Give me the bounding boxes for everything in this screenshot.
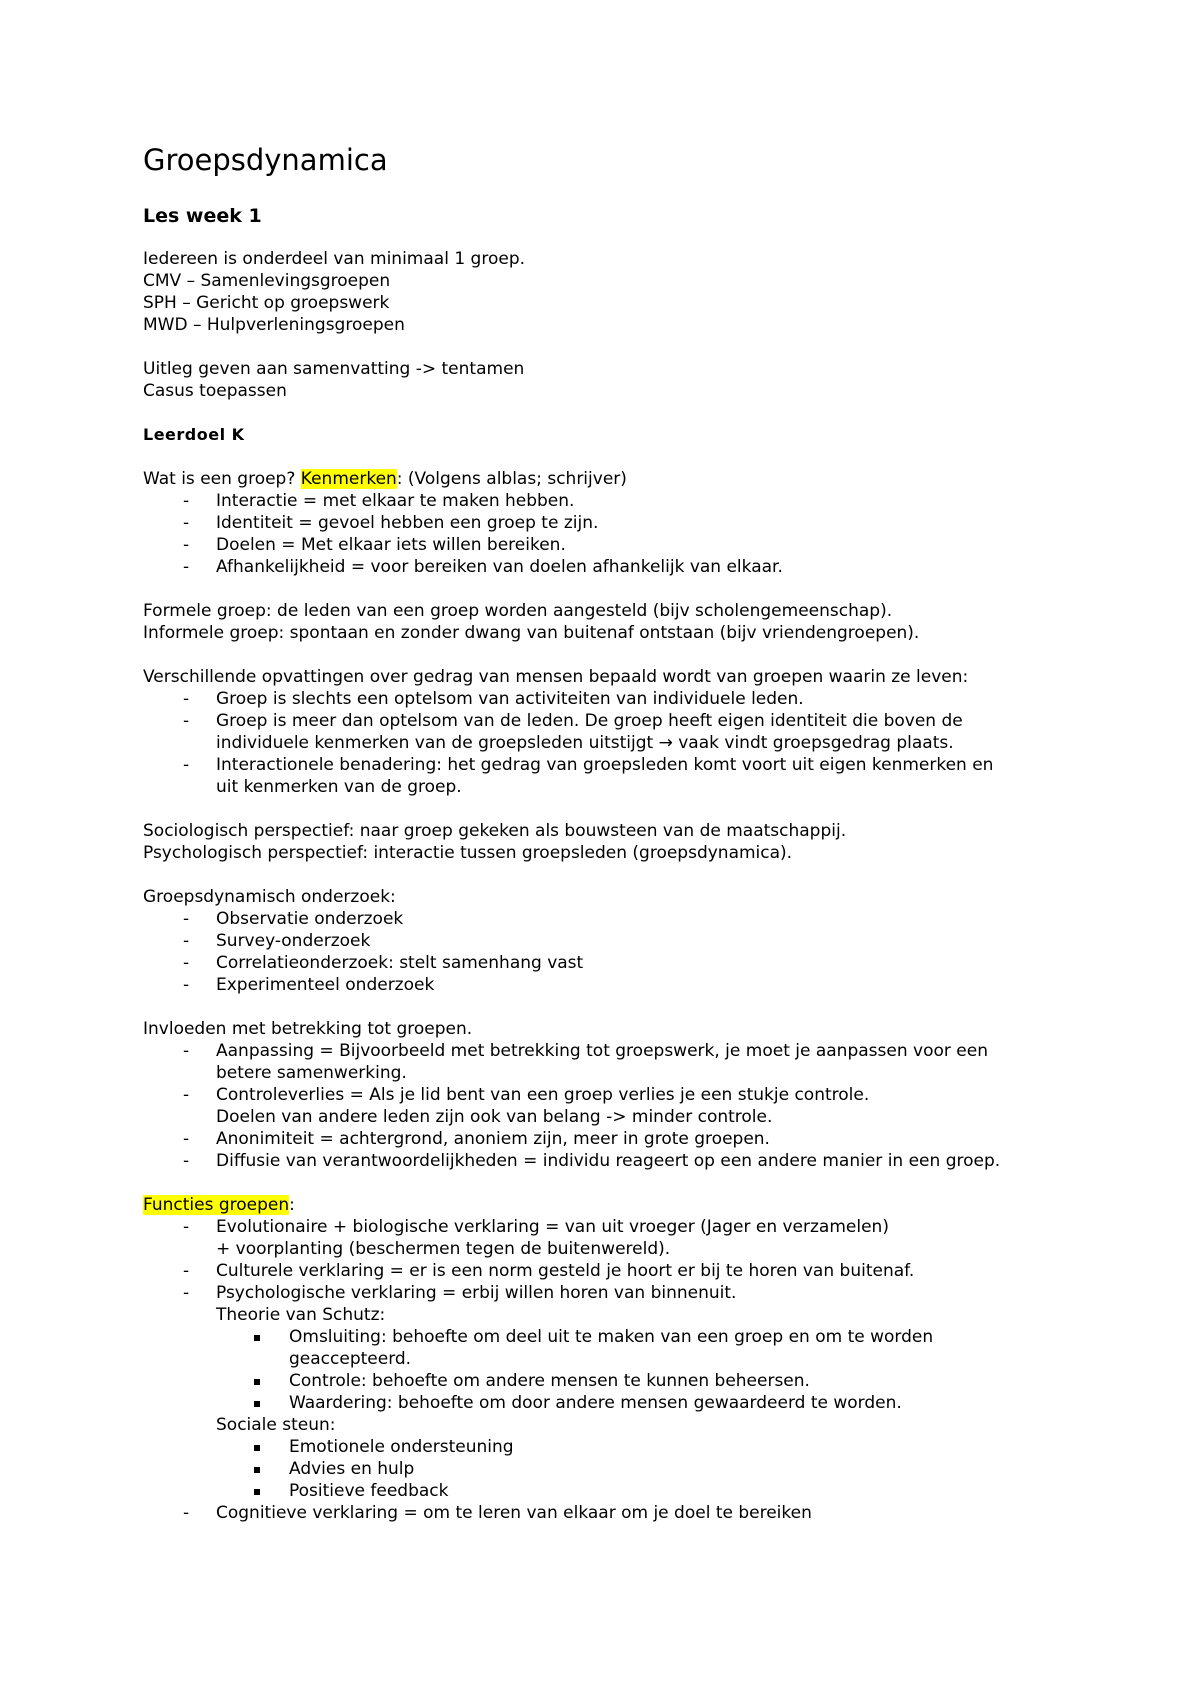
list-item-text: + voorplanting (beschermen tegen de buitenwereld). (216, 1239, 671, 1259)
kenmerken-highlight: Kenmerken (300, 469, 397, 489)
formeel-line: Formele groep: de leden van een groep worden aangesteld (bijv scholengemeenschap). (143, 601, 893, 621)
list-item (143, 1282, 1083, 1502)
list-item: - Doelen = Met elkaar iets willen bereiken. (143, 534, 1083, 556)
bullet-item (143, 1458, 1083, 1480)
onderzoek-list (143, 908, 1083, 996)
schutz-label: Theorie van Schutz: (216, 1305, 386, 1325)
list-item-text: - Evolutionaire + biologische verklaring = van uit vroeger (Jager en verzamelen) (216, 1217, 889, 1237)
perspectief-line: Sociologisch perspectief: naar groep gekeken als bouwsteen van de maatschappij. (143, 821, 847, 841)
bullet-text: Omsluiting: behoefte om deel uit te maken van een groep en om te worden (289, 1327, 934, 1347)
list-item (143, 1084, 1083, 1128)
list-item: - Identiteit = gevoel hebben een groep te zijn. (143, 512, 1083, 534)
bullet-item (143, 1480, 1083, 1502)
list-item-text: - Controleverlies = Als je lid bent van een groep verlies je een stukje controle. (216, 1085, 870, 1105)
list-item (143, 710, 1083, 754)
bullet-item (143, 1392, 1083, 1414)
bullet-text: geaccepteerd. (289, 1349, 412, 1369)
list-item-text: - Groep is slechts een optelsom van activiteiten van individuele leden. (216, 689, 804, 709)
list-item-text: - Groep is meer dan optelsom van de leden. De groep heeft eigen identiteit die boven de (216, 711, 963, 731)
groep-question (143, 468, 1083, 490)
bullet-text: Advies en hulp (289, 1459, 415, 1479)
functies-highlight: Functies groepen (143, 1195, 290, 1215)
list-item (143, 1150, 1083, 1172)
groep-question-suffix: : (Volgens alblas; schrijver) (396, 469, 627, 489)
formeel-line: Informele groep: spontaan en zonder dwang van buitenaf ontstaan (bijv vriendengroepen). (143, 623, 920, 643)
bullet-item (143, 1370, 1083, 1392)
document-title: Groepsdynamica (143, 143, 388, 177)
list-item (143, 754, 1083, 798)
list-item-text: individuele kenmerken van de groepsleden uitstijgt → vaak vindt groepsgedrag plaats. (216, 733, 954, 753)
document-body (143, 140, 1083, 1524)
steun-label: Sociale steun: (216, 1415, 336, 1435)
bullet-item (143, 1326, 1083, 1370)
list-item: - Afhankelijkheid = voor bereiken van doelen afhankelijk van elkaar. (143, 556, 1083, 578)
intro-line: SPH – Gericht op groepswerk (143, 293, 390, 313)
intro-line: MWD – Hulpverleningsgroepen (143, 315, 405, 335)
list-item (143, 688, 1083, 710)
note-line: Casus toepassen (143, 381, 287, 401)
list-item (143, 1216, 1083, 1260)
list-item: - Survey-onderzoek (143, 930, 1083, 952)
list-item-text: - Interactionele benadering: het gedrag van groepsleden komt voort uit eigen kenmerken en (216, 755, 994, 775)
functies-heading (143, 1194, 1083, 1216)
list-item-text: Doelen van andere leden zijn ook van belang -> minder controle. (216, 1107, 773, 1127)
list-item: - Correlatieonderzoek: stelt samenhang vast (143, 952, 1083, 974)
list-item (143, 1128, 1083, 1150)
invloeden-intro: Invloeden met betrekking tot groepen. (143, 1019, 473, 1039)
kenmerken-list (143, 490, 1083, 578)
list-item-text: uit kenmerken van de groep. (216, 777, 462, 797)
list-item-text: betere samenwerking. (216, 1063, 407, 1083)
note-line: Uitleg geven aan samenvatting -> tentamen (143, 359, 525, 379)
list-item-text: - Psychologische verklaring = erbij willen horen van binnenuit. (216, 1283, 737, 1303)
leerdoel-heading: Leerdoel K (143, 425, 245, 444)
intro-line: Iedereen is onderdeel van minimaal 1 groep. (143, 249, 526, 269)
opvattingen-list (143, 688, 1083, 798)
list-item-text: - Anonimiteit = achtergrond, anoniem zijn, meer in grote groepen. (216, 1129, 770, 1149)
bullet-item (143, 1436, 1083, 1458)
bullet-text: Waardering: behoefte om door andere mensen gewaardeerd te worden. (289, 1393, 902, 1413)
notes-block (143, 358, 1083, 402)
invloeden-list (143, 1040, 1083, 1172)
list-item: - Interactie = met elkaar te maken hebben. (143, 490, 1083, 512)
intro-line: CMV – Samenlevingsgroepen (143, 271, 391, 291)
bullet-text: Controle: behoefte om andere mensen te kunnen beheersen. (289, 1371, 810, 1391)
list-item: - Observatie onderzoek (143, 908, 1083, 930)
opvattingen-intro: Verschillende opvattingen over gedrag van mensen bepaald wordt van groepen waarin ze leven: (143, 667, 969, 687)
list-item: - Cognitieve verklaring = om te leren van elkaar om je doel te bereiken (143, 1502, 1083, 1524)
schutz-list (143, 1326, 1083, 1414)
list-item: - Culturele verklaring = er is een norm gesteld je hoort er bij te horen van buitenaf. (143, 1260, 1083, 1282)
list-item-text: - Diffusie van verantwoordelijkheden = individu reageert op een andere manier in een groep. (216, 1151, 1001, 1171)
groep-question-text: Wat is een groep? (143, 469, 301, 489)
functies-list (143, 1216, 1083, 1524)
bullet-text: Emotionele ondersteuning (289, 1437, 514, 1457)
list-item: - Experimenteel onderzoek (143, 974, 1083, 996)
perspectief-block (143, 820, 1083, 864)
functies-suffix: : (289, 1195, 295, 1215)
formeel-block (143, 600, 1083, 644)
onderzoek-intro: Groepsdynamisch onderzoek: (143, 887, 396, 907)
list-item-text: - Aanpassing = Bijvoorbeeld met betrekking tot groepswerk, je moet je aanpassen voor een (216, 1041, 988, 1061)
steun-list (143, 1436, 1083, 1502)
perspectief-line: Psychologisch perspectief: interactie tussen groepsleden (groepsdynamica). (143, 843, 793, 863)
intro-block (143, 248, 1083, 336)
list-item (143, 1040, 1083, 1084)
bullet-text: Positieve feedback (289, 1481, 449, 1501)
week-heading: Les week 1 (143, 205, 262, 227)
